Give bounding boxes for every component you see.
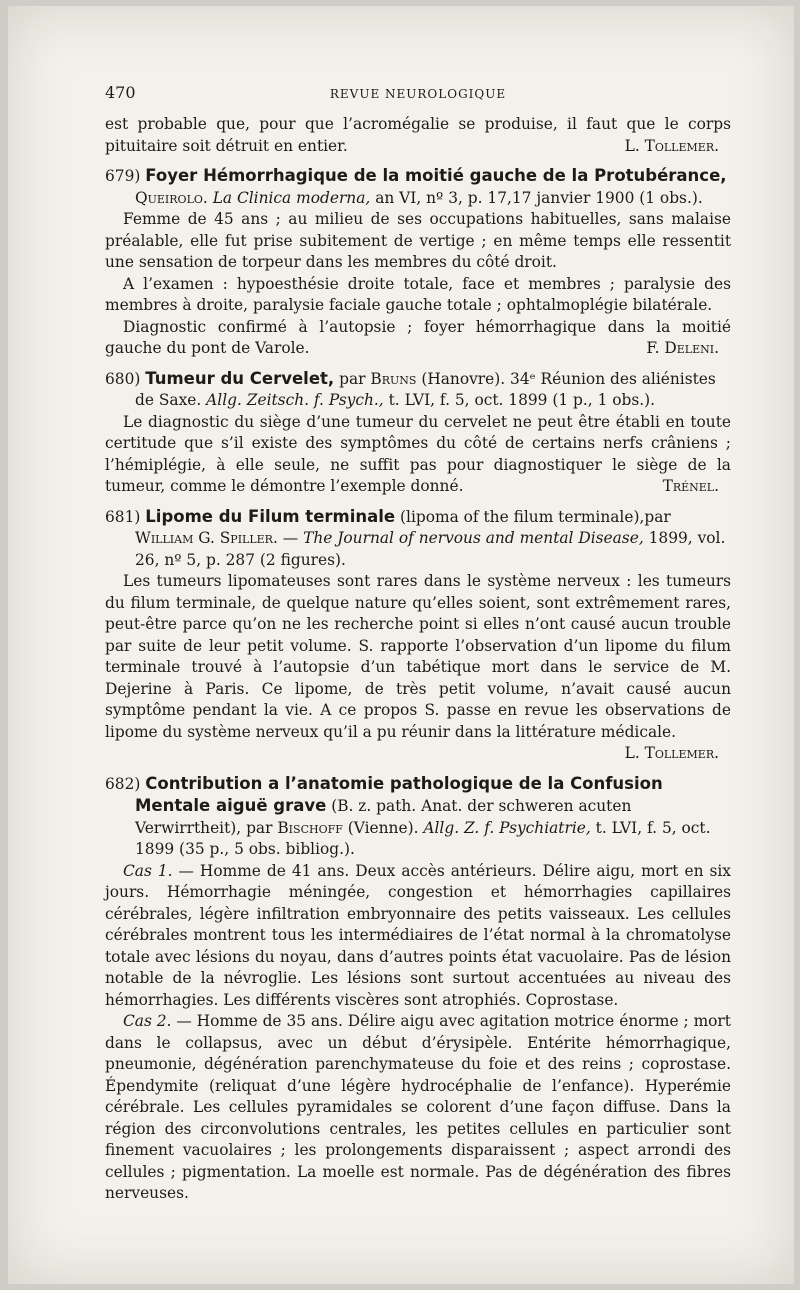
entry-journal: Allg. Z. f. Psychiatrie, [423, 818, 591, 837]
entry-pre-author: par [339, 369, 366, 388]
entry-paragraph-final [105, 412, 731, 498]
entry-reference-b: t. LVI, f. 5, oct. 1899 (1 p., 1 obs.). [388, 391, 656, 409]
abstract-entry-682 [105, 773, 731, 1205]
entry-paragraph: A l’examen : hypoesthésie droite totale, face et membres ; paralysie des membres à droite, paralysie faciale gauche totale ; ophtalmoplégie bilatérale. [105, 274, 731, 314]
entry-author: Bruns [370, 369, 417, 388]
entry-heading [105, 165, 731, 209]
page-number: 470 [105, 83, 136, 102]
case-text: — Homme de 41 ans. Deux accès antérieurs. Délire aigu, mort en six jours. Hémorrhagie méningée, congestion et hémorrhagies capillaires cérébrales, légère infiltration embryonnaire des petits vaisseaux. Les cellules cérébrales montrent tous les intermédiaires de l’état normal à la chromatolyse totale avec lésions du noyau, dans d’autres points état vacuolaire. Pas de lésion notable de la névroglie. Les lésions sont surtout accentuées au niveau des hémorrhagies. Les différents viscères sont atrophiés. Coprostase. [105, 861, 731, 1009]
entry-heading [105, 773, 731, 861]
entry-signature: F. Deleni. [646, 339, 719, 357]
entry-reference-b: (Vienne). [347, 818, 419, 837]
entry-paragraph-text: Le diagnostic du siège d’une tumeur du cervelet ne peut être établi en toute certitude que s’il existe des symptômes du côté de certains nerfs crâniens ; l’hémiplégie, à elle seule, ne suffit pas pour diagnostiquer le siège de la tumeur, comme le démontre l’exemple donné. [105, 412, 731, 495]
entry-paragraph: Femme de 45 ans ; au milieu de ses occupations habituelles, sans malaise préalable, elle fut prise subitement de vertige ; en même temps elle ressentit une sensation de torpeur dans les membres du côté droit. [105, 210, 731, 271]
entry-reference-a: (B. z. path. Anat. der schweren acuten Verwirrtheit), par [135, 797, 632, 837]
entry-signature: L. Tollemer. [624, 744, 719, 762]
entry-paragraph-final [105, 571, 731, 765]
entry-reference: an VI, nº 3, p. 17,17 janvier 1900 (1 obs.). [375, 188, 703, 207]
entry-journal: The Journal of nervous and mental Disease, [303, 529, 644, 547]
entry-paragraph-text: Les tumeurs lipomateuses sont rares dans le système nerveux : les tumeurs du filum terminale, de quelque nature qu’elles soient, sont extrêmement rares, peut-être parce qu’on ne les recherche point si elles n’ont causé aucun trouble par suite de leur petit volume. S. rapporte l’observation d’un lipome du filum terminale trouvé à l’autopsie d’un tabétique mort dans le service de M. Dejerine à Paris. Ce lipome, de très petit volume, n’avait causé aucun symptôme pendant la vie. A ce propos S. passe en revue les observations de lipome du système nerveux qu’il a pu réunir dans la littérature médicale. [105, 572, 731, 741]
entry-journal: Allg. Zeitsch. f. Psych., [206, 391, 384, 409]
entry-reference: 1899, vol. 26, nº 5, p. 287 (2 figures). [135, 529, 726, 569]
running-head [105, 82, 731, 114]
entry-title: Tumeur du Cervelet, [145, 368, 335, 388]
entry-subtitle: (lipoma of the filum terminale),par [400, 507, 671, 526]
case-text: — Homme de 35 ans. Délire aigu avec agitation motrice énorme ; mort dans le collapsus, avec un début d’érysipèle. Entérite hémorrhagique, pneumonie, dégénération parenchymateuse du foie et des reins ; coprostase. Épendymite (reliquat d’une légère hydrocéphalie de l’enfance). Hyperémie cérébrale. Les cellules pyramidales se colorent d’une façon diffuse. Dans la région des circonvolutions centrales, les petites cellules en particulier sont finement vacuolaires ; les prolongements disparaissent ; aspect arrondi des cellules ; pigmentation. La moelle est normale. Pas de dégénération des fibres nerveuses. [105, 1012, 731, 1202]
entry-number: 682) [105, 774, 141, 793]
entry-paragraph-text: Diagnostic confirmé à l’autopsie ; foyer hémorrhagique dans la moitié gauche du pont de Varole. [105, 317, 731, 357]
abstract-entry-680 [105, 368, 731, 498]
intro-text: est probable que, pour que l’acromégalie se produise, il faut que le corps pituitaire soit détruit en entier. [105, 115, 731, 155]
entry-heading [105, 506, 731, 572]
case-paragraph-2 [105, 1011, 731, 1205]
intro-signature: L. Tollemer. [624, 136, 719, 155]
entry-author: William G. Spiller. [135, 529, 278, 547]
entry-dash: — [282, 529, 299, 547]
entry-number: 681) [105, 507, 141, 526]
entry-title: Contribution a l’anatomie pathologique de la Confusion Mentale aiguë grave [135, 773, 663, 815]
entry-number: 679) [105, 167, 141, 185]
entry-title: Lipome du Filum terminale [145, 506, 396, 526]
case-paragraph-1 [105, 861, 731, 1012]
entry-number: 680) [105, 369, 141, 388]
case-label: Cas 1. [123, 861, 173, 880]
abstract-entry-679 [105, 165, 731, 360]
entry-signature: Trénel. [662, 477, 719, 495]
entry-title: Foyer Hémorrhagique de la moitié gauche de la Protubérance, [145, 166, 727, 185]
entry-heading [105, 368, 731, 412]
intro-paragraph [105, 114, 731, 157]
entry-paragraph-final [105, 317, 731, 360]
entry-author: Queirolo. [135, 188, 208, 207]
scanned-page [8, 6, 794, 1284]
entry-journal: La Clinica moderna, [212, 188, 371, 207]
abstract-entry-681 [105, 506, 731, 765]
case-label: Cas 2. [123, 1012, 172, 1030]
entry-reference-a: (Hanovre). 34ᵉ Réunion des aliénistes de Saxe. [135, 369, 716, 409]
entry-author: Bischoff [277, 818, 343, 837]
page-content [105, 82, 731, 1205]
entry-reference-c: t. LVI, f. 5, oct. 1899 (35 p., 5 obs. bibliog.). [135, 818, 711, 858]
journal-title: REVUE NEUROLOGIQUE [329, 87, 507, 101]
